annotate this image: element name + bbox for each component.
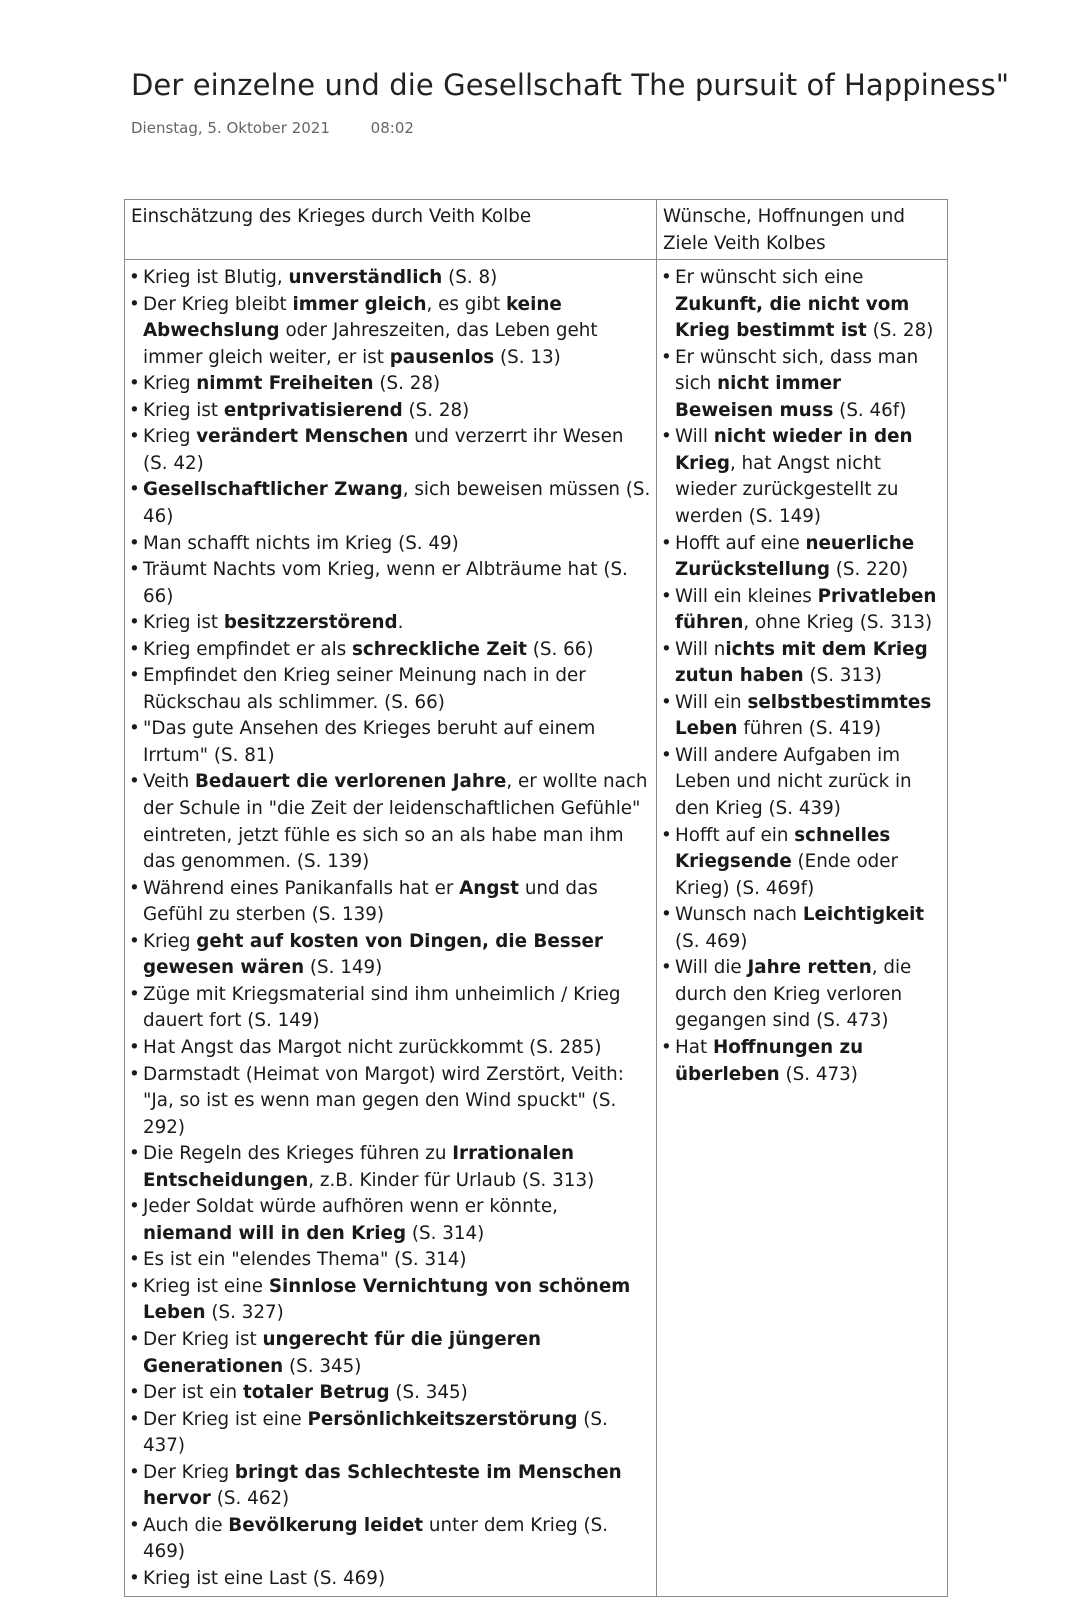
- text-run: Will ein kleines: [675, 585, 818, 607]
- list-item: [129, 1513, 652, 1566]
- text-run: Der ist ein: [143, 1382, 243, 1404]
- list-item: [129, 1407, 652, 1460]
- bold-text: niemand will in den Krieg: [143, 1222, 407, 1244]
- list-item: [661, 902, 943, 955]
- text-run: , die durch den Krieg verloren gegangen sind (S. 473): [675, 957, 912, 1032]
- text-run: (S. 220): [829, 559, 909, 581]
- list-item: [129, 1247, 652, 1274]
- text-run: , ohne Krieg (S. 313): [743, 612, 933, 634]
- page-title: Der einzelne und die Gesellschaft The pursuit of Happiness": [131, 68, 1010, 102]
- page-date: Dienstag, 5. Oktober 2021: [131, 119, 330, 137]
- table-header-row: [125, 200, 948, 260]
- text-run: Will ein: [675, 691, 748, 713]
- list-item: [661, 265, 943, 345]
- text-run: (S. 66): [526, 638, 594, 660]
- text-run: Will: [675, 426, 714, 448]
- list-item: [129, 663, 652, 716]
- bold-text: Zukunft, die nicht vom Krieg bestimmt ist: [675, 293, 910, 342]
- list-item: [661, 690, 943, 743]
- text-run: Träumt Nachts vom Krieg, wenn er Albträume hat (S. 66): [143, 559, 628, 607]
- header-war-assessment: Einschätzung des Krieges durch Veith Kolbe: [125, 200, 657, 260]
- list-item: [129, 716, 652, 769]
- bold-text: ungerecht für die jüngeren Generationen: [143, 1328, 542, 1377]
- text-run: und das Gefühl zu sterben (S. 139): [143, 877, 598, 926]
- text-run: Krieg ist Blutig,: [143, 267, 289, 289]
- text-run: Krieg: [143, 930, 197, 952]
- list-item: [129, 876, 652, 929]
- text-run: Man schafft nichts im Krieg (S. 49): [143, 532, 459, 554]
- text-run: (S. 28): [373, 373, 441, 395]
- bold-text: pausenlos: [389, 346, 495, 368]
- text-run: Es ist ein "elendes Thema" (S. 314): [143, 1249, 467, 1271]
- bold-text: immer gleich: [292, 293, 427, 315]
- text-run: Veith: [143, 771, 195, 793]
- text-run: (S. 345): [389, 1382, 468, 1404]
- text-run: Hofft auf ein: [675, 824, 795, 846]
- text-run: (S. 327): [205, 1302, 284, 1324]
- bold-text: verändert Menschen: [196, 426, 409, 448]
- bold-text: totaler Betrug: [242, 1382, 390, 1404]
- table-row: [125, 260, 948, 1597]
- text-run: oder Jahreszeiten, das Leben geht immer gleich weiter, er ist: [143, 320, 598, 368]
- list-item: [129, 1141, 652, 1194]
- text-run: , es gibt: [426, 293, 506, 315]
- bold-text: Gesellschaftlicher Zwang: [143, 479, 403, 501]
- text-run: unter dem Krieg (S. 469): [143, 1514, 609, 1563]
- list-item: [129, 424, 652, 477]
- text-run: Krieg: [143, 373, 197, 395]
- text-run: Darmstadt (Heimat von Margot) wird Zerstört, Veith: "Ja, so ist es wenn man gegen den Wind spuckt" (S. 292): [143, 1063, 624, 1138]
- list-item: [129, 1460, 652, 1513]
- bold-text: Sinnlose Vernichtung von schönem Leben: [143, 1275, 631, 1324]
- bold-text: Bevölkerung leidet: [228, 1514, 424, 1536]
- bold-text: nicht immer Beweisen muss: [675, 373, 842, 421]
- page-meta: [131, 119, 450, 137]
- text-run: Der Krieg ist: [143, 1328, 263, 1350]
- bold-text: entprivatisierend: [223, 399, 403, 421]
- list-item: [129, 1194, 652, 1247]
- list-item: [661, 743, 943, 823]
- text-run: (S. 345): [283, 1355, 362, 1377]
- text-run: (S. 8): [442, 267, 498, 289]
- text-run: (S. 28): [866, 320, 934, 342]
- list-item: [661, 637, 943, 690]
- bold-text: Privatleben führen: [675, 585, 937, 634]
- text-run: Er wünscht sich eine: [675, 267, 864, 289]
- bold-text: ichts mit dem Krieg zutun haben: [675, 638, 928, 687]
- list-item: [661, 531, 943, 584]
- list-item: [661, 345, 943, 425]
- list-item: [129, 1062, 652, 1142]
- bold-text: Hoffnungen zu überleben: [675, 1036, 864, 1085]
- list-item: [129, 610, 652, 637]
- text-run: Er wünscht sich, dass man sich: [675, 346, 919, 395]
- text-run: Wunsch nach: [675, 904, 803, 926]
- text-run: (S. 469): [675, 930, 748, 952]
- bold-text: Persönlichkeitszerstörung: [307, 1408, 578, 1430]
- text-run: (S. 46f): [833, 399, 907, 421]
- bold-text: schreckliche Zeit: [352, 638, 527, 660]
- bold-text: Leichtigkeit: [802, 904, 925, 926]
- text-run: Krieg ist: [143, 399, 224, 421]
- list-item: [661, 1035, 943, 1088]
- text-run: Züge mit Kriegsmaterial sind ihm unheimlich / Krieg dauert fort (S. 149): [143, 983, 621, 1032]
- text-run: (S. 473): [779, 1063, 858, 1085]
- list-item: [129, 982, 652, 1035]
- war-assessment-list: [129, 265, 652, 1592]
- text-run: Krieg ist: [143, 612, 224, 634]
- bold-text: geht auf kosten von Dingen, die Besser gewesen wären: [143, 930, 603, 979]
- list-item: [129, 1380, 652, 1407]
- header-wishes-hopes: Wünsche, Hoffnungen und Ziele Veith Kolbes: [657, 200, 948, 260]
- text-run: Der Krieg: [143, 1461, 235, 1483]
- text-run: Krieg: [143, 426, 197, 448]
- list-item: [129, 1035, 652, 1062]
- bold-text: schnelles Kriegsende: [675, 824, 891, 873]
- bold-text: besitzzerstörend: [223, 612, 398, 634]
- list-item: [661, 424, 943, 530]
- text-run: (S. 462): [210, 1488, 290, 1510]
- list-item: [129, 1327, 652, 1380]
- text-run: , er wollte nach der Schule in "die Zeit der leidenschaftlichen Gefühle" eintreten, jetzt fühle es sich so an als habe man ihm das genommen. (S. 139): [143, 771, 648, 873]
- text-run: (S. 314): [406, 1222, 485, 1244]
- bold-text: neuerliche Zurückstellung: [675, 532, 915, 581]
- list-item: [129, 531, 652, 558]
- bold-text: Bedauert die verlorenen Jahre: [194, 771, 507, 793]
- text-run: Empfindet den Krieg seiner Meinung nach in der Rückschau als schlimmer. (S. 66): [143, 665, 586, 713]
- text-run: führen (S. 419): [737, 718, 882, 740]
- bold-text: nicht wieder in den Krieg: [675, 426, 913, 474]
- bold-text: keine Abwechslung: [143, 293, 562, 342]
- list-item: [129, 292, 652, 372]
- text-run: (S. 28): [402, 399, 470, 421]
- list-item: [129, 1566, 652, 1593]
- text-run: Krieg empfindet er als: [143, 638, 353, 660]
- bold-text: bringt das Schlechteste im Menschen hervor: [143, 1461, 622, 1510]
- list-item: [129, 637, 652, 664]
- war-assessment-cell: [125, 260, 657, 1597]
- text-run: Hofft auf eine: [675, 532, 806, 554]
- text-run: (Ende oder Krieg) (S. 469f): [675, 851, 899, 899]
- list-item: [129, 1274, 652, 1327]
- notes-table: [124, 199, 948, 1597]
- bold-text: unverständlich: [288, 267, 443, 289]
- text-run: Hat: [675, 1036, 713, 1058]
- list-item: [129, 398, 652, 425]
- list-item: [129, 557, 652, 610]
- text-run: Während eines Panikanfalls hat er: [143, 877, 460, 899]
- list-item: [661, 584, 943, 637]
- text-run: Will andere Aufgaben im Leben und nicht zurück in den Krieg (S. 439): [675, 744, 912, 820]
- list-item: [661, 955, 943, 1035]
- list-item: [661, 823, 943, 903]
- list-item: [129, 265, 652, 292]
- text-run: (S. 13): [494, 346, 561, 368]
- text-run: "Das gute Ansehen des Krieges beruht auf einem Irrtum" (S. 81): [143, 718, 596, 766]
- text-run: Der Krieg bleibt: [143, 293, 293, 315]
- bold-text: selbstbestimmtes Leben: [675, 691, 932, 740]
- bold-text: Irrationalen Entscheidungen: [143, 1143, 575, 1191]
- list-item: [129, 477, 652, 530]
- list-item: [129, 929, 652, 982]
- list-item: [129, 371, 652, 398]
- text-run: und verzerrt ihr Wesen (S. 42): [143, 426, 624, 474]
- wishes-cell: [657, 260, 948, 1597]
- text-run: (S. 313): [803, 665, 882, 687]
- text-run: , hat Angst nicht wieder zurückgestellt zu werden (S. 149): [675, 452, 899, 528]
- text-run: Die Regeln des Krieges führen zu: [143, 1143, 453, 1165]
- text-run: Krieg ist eine: [143, 1275, 269, 1297]
- page-time: 08:02: [370, 119, 414, 137]
- bold-text: Jahre retten: [747, 957, 872, 979]
- text-run: , sich beweisen müssen (S. 46): [143, 479, 651, 528]
- text-run: Der Krieg ist eine: [143, 1408, 308, 1430]
- wishes-list: [661, 265, 943, 1088]
- text-run: Will n: [675, 638, 726, 660]
- text-run: Auch die: [143, 1514, 229, 1536]
- text-run: (S. 149): [304, 957, 383, 979]
- text-run: (S. 437): [143, 1408, 608, 1457]
- text-run: Will die: [675, 957, 748, 979]
- bold-text: nimmt Freiheiten: [196, 373, 374, 395]
- list-item: [129, 769, 652, 875]
- text-run: , z.B. Kinder für Urlaub (S. 313): [308, 1169, 595, 1191]
- text-run: Krieg ist eine Last (S. 469): [143, 1567, 386, 1589]
- bold-text: Angst: [459, 877, 520, 899]
- text-run: Jeder Soldat würde aufhören wenn er könnte,: [143, 1196, 558, 1218]
- text-run: Hat Angst das Margot nicht zurückkommt (S. 285): [143, 1036, 602, 1058]
- text-run: .: [397, 612, 404, 634]
